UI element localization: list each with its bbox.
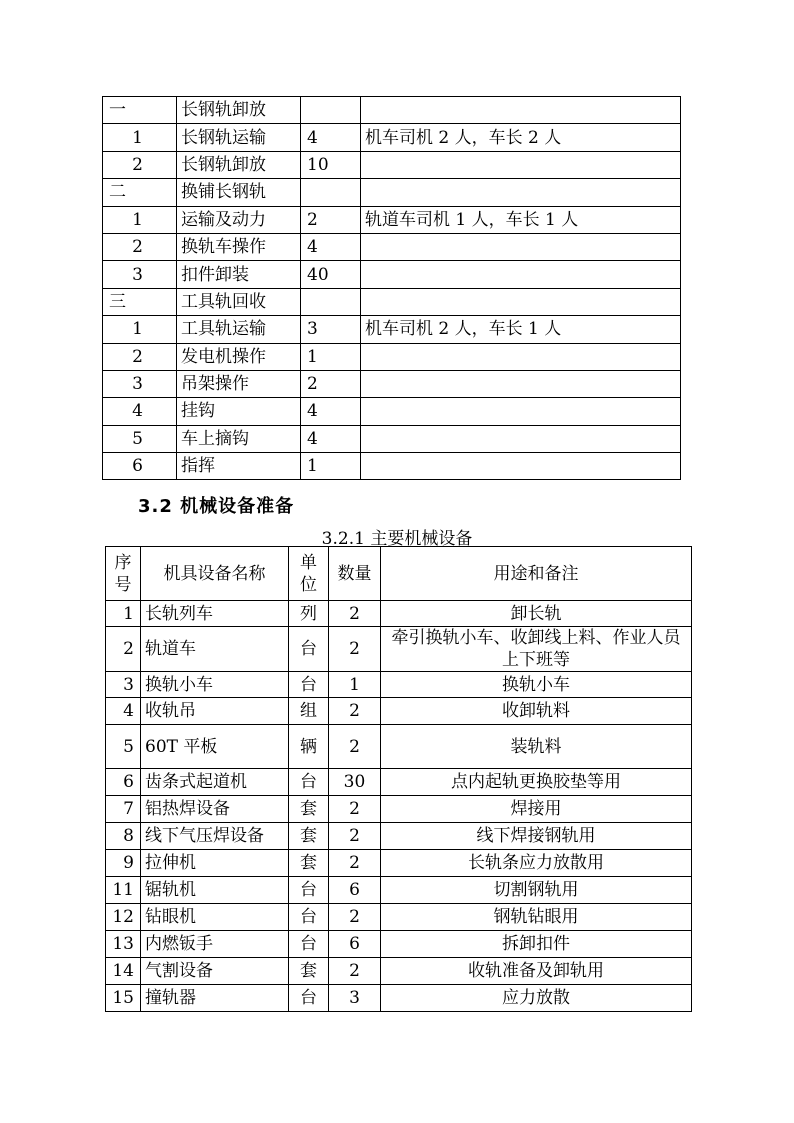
equipment-name-cell: 齿条式起道机 (141, 769, 289, 796)
equipment-unit-cell: 台 (289, 672, 329, 698)
equipment-qty-cell: 2 (329, 627, 381, 672)
staff-no-cell: 2 (103, 343, 177, 370)
equipment-row (106, 931, 692, 958)
equipment-no-cell: 6 (106, 769, 141, 796)
equipment-qty-cell: 2 (329, 601, 381, 627)
equipment-name-cell: 长轨列车 (141, 601, 289, 627)
equipment-name-cell: 锯轨机 (141, 877, 289, 904)
staff-count-cell (301, 179, 361, 206)
staff-no-cell: 三 (103, 288, 177, 315)
staff-no-cell: 二 (103, 179, 177, 206)
staff-task-cell: 长钢轨卸放 (177, 97, 301, 124)
staff-no-cell: 2 (103, 151, 177, 178)
equipment-name-cell: 拉伸机 (141, 850, 289, 877)
equipment-row (106, 985, 692, 1012)
equipment-usage-cell: 牵引换轨小车、收卸线上料、作业人员上下班等 (381, 627, 692, 672)
equipment-no-cell: 8 (106, 823, 141, 850)
equipment-row (106, 769, 692, 796)
equipment-no-cell: 5 (106, 725, 141, 769)
staff-count-cell: 4 (301, 124, 361, 151)
equipment-usage-cell: 钢轨钻眼用 (381, 904, 692, 931)
staff-row (103, 179, 681, 206)
equipment-row (106, 698, 692, 725)
staff-no-cell: 4 (103, 398, 177, 425)
staff-row (103, 288, 681, 315)
equipment-no-cell: 3 (106, 672, 141, 698)
staff-no-cell: 6 (103, 453, 177, 480)
equipment-row (106, 823, 692, 850)
staff-no-cell: 2 (103, 233, 177, 260)
staff-count-cell (301, 288, 361, 315)
staff-row (103, 206, 681, 233)
staff-row (103, 124, 681, 151)
equipment-qty-cell: 6 (329, 877, 381, 904)
equipment-unit-cell: 台 (289, 985, 329, 1012)
header-unit: 单位 (289, 547, 329, 601)
equipment-usage-cell: 收卸轨料 (381, 698, 692, 725)
equipment-row (106, 877, 692, 904)
staff-note-cell (361, 179, 681, 206)
equipment-qty-cell: 2 (329, 725, 381, 769)
equipment-name-cell: 内燃钣手 (141, 931, 289, 958)
equipment-no-cell: 13 (106, 931, 141, 958)
staff-note-cell: 轨道车司机 1 人，车长 1 人 (361, 206, 681, 233)
equipment-unit-cell: 台 (289, 769, 329, 796)
staffing-table (102, 96, 681, 480)
staff-no-cell: 1 (103, 316, 177, 343)
staff-task-cell: 发电机操作 (177, 343, 301, 370)
staff-count-cell: 2 (301, 206, 361, 233)
equipment-qty-cell: 2 (329, 958, 381, 985)
staff-count-cell: 4 (301, 233, 361, 260)
staff-count-cell: 2 (301, 370, 361, 397)
equipment-no-cell: 1 (106, 601, 141, 627)
equipment-name-cell: 气割设备 (141, 958, 289, 985)
staff-note-cell (361, 343, 681, 370)
staff-count-cell (301, 97, 361, 124)
staff-note-cell (361, 398, 681, 425)
equipment-no-cell: 2 (106, 627, 141, 672)
staff-count-cell: 40 (301, 261, 361, 288)
staff-row (103, 97, 681, 124)
staff-note-cell (361, 370, 681, 397)
staff-row (103, 343, 681, 370)
equipment-no-cell: 15 (106, 985, 141, 1012)
staff-row (103, 233, 681, 260)
equipment-qty-cell: 6 (329, 931, 381, 958)
staff-row (103, 151, 681, 178)
equipment-no-cell: 11 (106, 877, 141, 904)
staff-task-cell: 工具轨运输 (177, 316, 301, 343)
equipment-row (106, 725, 692, 769)
staff-task-cell: 车上摘钩 (177, 425, 301, 452)
header-qty: 数量 (329, 547, 381, 601)
equipment-no-cell: 14 (106, 958, 141, 985)
table-caption: 3.2.1 主要机械设备 (321, 529, 473, 549)
equipment-unit-cell: 套 (289, 823, 329, 850)
staff-row (103, 425, 681, 452)
equipment-usage-cell: 收轨准备及卸轨用 (381, 958, 692, 985)
staff-row (103, 398, 681, 425)
equipment-unit-cell: 辆 (289, 725, 329, 769)
staff-task-cell: 换铺长钢轨 (177, 179, 301, 206)
equipment-qty-cell: 2 (329, 698, 381, 725)
equipment-usage-cell: 焊接用 (381, 796, 692, 823)
equipment-unit-cell: 组 (289, 698, 329, 725)
staff-note-cell (361, 97, 681, 124)
staff-count-cell: 4 (301, 398, 361, 425)
staff-count-cell: 4 (301, 425, 361, 452)
equipment-name-cell: 轨道车 (141, 627, 289, 672)
section-title: 3.2 机械设备准备 (138, 496, 295, 517)
staff-count-cell: 1 (301, 453, 361, 480)
equipment-row (106, 904, 692, 931)
equipment-qty-cell: 2 (329, 796, 381, 823)
staff-no-cell: 1 (103, 124, 177, 151)
staff-note-cell (361, 233, 681, 260)
staff-no-cell: 3 (103, 261, 177, 288)
equipment-name-cell: 60T 平板 (141, 725, 289, 769)
staff-note-cell (361, 453, 681, 480)
staff-count-cell: 3 (301, 316, 361, 343)
equipment-unit-cell: 列 (289, 601, 329, 627)
equipment-usage-cell: 长轨条应力放散用 (381, 850, 692, 877)
staff-count-cell: 1 (301, 343, 361, 370)
equipment-table (105, 546, 692, 1012)
equipment-name-cell: 收轨吊 (141, 698, 289, 725)
staff-task-cell: 运输及动力 (177, 206, 301, 233)
staff-no-cell: 3 (103, 370, 177, 397)
equipment-unit-cell: 套 (289, 958, 329, 985)
header-no: 序号 (106, 547, 141, 601)
equipment-qty-cell: 3 (329, 985, 381, 1012)
equipment-row (106, 627, 692, 672)
staff-task-cell: 长钢轨卸放 (177, 151, 301, 178)
staff-row (103, 453, 681, 480)
equipment-no-cell: 4 (106, 698, 141, 725)
equipment-usage-cell: 点内起轨更换胶垫等用 (381, 769, 692, 796)
equipment-unit-cell: 套 (289, 850, 329, 877)
staff-no-cell: 5 (103, 425, 177, 452)
equipment-name-cell: 换轨小车 (141, 672, 289, 698)
staff-task-cell: 换轨车操作 (177, 233, 301, 260)
equipment-unit-cell: 台 (289, 931, 329, 958)
staff-note-cell: 机车司机 2 人，车长 2 人 (361, 124, 681, 151)
equipment-usage-cell: 卸长轨 (381, 601, 692, 627)
staff-row (103, 316, 681, 343)
equipment-unit-cell: 台 (289, 904, 329, 931)
equipment-usage-cell: 应力放散 (381, 985, 692, 1012)
header-usage: 用途和备注 (381, 547, 692, 601)
equipment-usage-cell: 切割钢轨用 (381, 877, 692, 904)
staff-count-cell: 10 (301, 151, 361, 178)
staff-row (103, 261, 681, 288)
equipment-usage-cell: 线下焊接钢轨用 (381, 823, 692, 850)
equipment-qty-cell: 2 (329, 823, 381, 850)
equipment-unit-cell: 台 (289, 877, 329, 904)
equipment-no-cell: 12 (106, 904, 141, 931)
staff-no-cell: 1 (103, 206, 177, 233)
staff-row (103, 370, 681, 397)
staff-no-cell: 一 (103, 97, 177, 124)
staff-note-cell (361, 288, 681, 315)
equipment-row (106, 958, 692, 985)
staff-note-cell: 机车司机 2 人，车长 1 人 (361, 316, 681, 343)
staff-task-cell: 工具轨回收 (177, 288, 301, 315)
equipment-row (106, 796, 692, 823)
staff-task-cell: 长钢轨运输 (177, 124, 301, 151)
equipment-usage-cell: 装轨料 (381, 725, 692, 769)
staff-note-cell (361, 261, 681, 288)
equipment-name-cell: 钻眼机 (141, 904, 289, 931)
equipment-qty-cell: 2 (329, 904, 381, 931)
equipment-name-cell: 撞轨器 (141, 985, 289, 1012)
equipment-usage-cell: 换轨小车 (381, 672, 692, 698)
equipment-row (106, 601, 692, 627)
equipment-header-row (106, 547, 692, 601)
header-name: 机具设备名称 (141, 547, 289, 601)
equipment-row (106, 850, 692, 877)
staff-note-cell (361, 425, 681, 452)
staff-task-cell: 挂钩 (177, 398, 301, 425)
staff-task-cell: 扣件卸装 (177, 261, 301, 288)
staff-note-cell (361, 151, 681, 178)
equipment-qty-cell: 30 (329, 769, 381, 796)
equipment-unit-cell: 套 (289, 796, 329, 823)
equipment-qty-cell: 2 (329, 850, 381, 877)
staff-task-cell: 指挥 (177, 453, 301, 480)
equipment-name-cell: 线下气压焊设备 (141, 823, 289, 850)
equipment-name-cell: 铝热焊设备 (141, 796, 289, 823)
equipment-no-cell: 7 (106, 796, 141, 823)
equipment-usage-cell: 拆卸扣件 (381, 931, 692, 958)
equipment-row (106, 672, 692, 698)
equipment-unit-cell: 台 (289, 627, 329, 672)
staff-task-cell: 吊架操作 (177, 370, 301, 397)
equipment-no-cell: 9 (106, 850, 141, 877)
equipment-qty-cell: 1 (329, 672, 381, 698)
